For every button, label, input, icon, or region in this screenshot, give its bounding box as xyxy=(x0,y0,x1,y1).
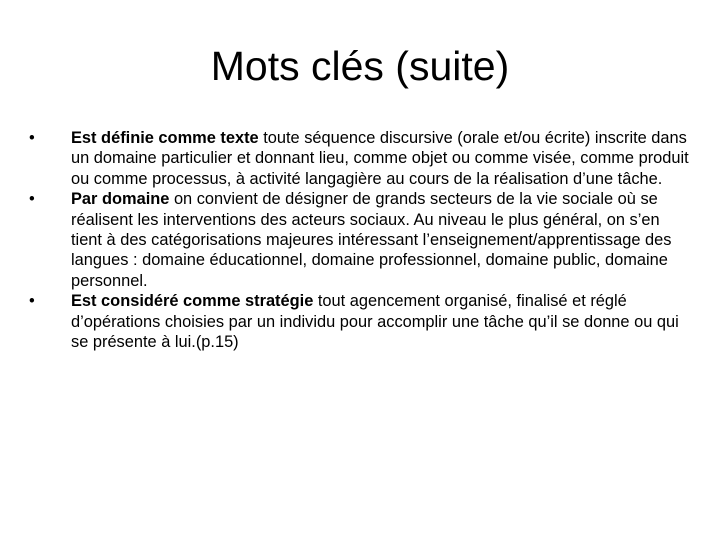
bullet-icon: • xyxy=(29,292,35,311)
bullet-item-texte xyxy=(29,128,689,189)
bullet-text: toute séquence discursive (orale et/ou écrite) inscrite dans un domaine particulier et donnant lieu, comme objet ou comme visée, comme produit ou comme processus, à activité langagière au cours de la réalisation d’une tâche. xyxy=(71,129,689,188)
bullet-item-strategie xyxy=(29,291,689,352)
bullet-list xyxy=(29,128,689,352)
bullet-text: on convient de désigner de grands secteurs de la vie sociale où se réalisent les interventions des acteurs sociaux. Au niveau le plus général, on s’en tient à des catégorisations majeures intéressant l’enseignement/apprentissage des langues : domaine éducationnel, domaine professionnel, domaine public, domaine personnel. xyxy=(71,190,672,290)
bullet-icon: • xyxy=(29,129,35,147)
slide-title: Mots clés (suite) xyxy=(210,43,510,89)
bullet-text: tout agencement organisé, finalisé et réglé d’opérations choisies par un individu pour accomplir une tâche qu’il se donne ou qui se présente à lui.(p.15) xyxy=(71,292,679,352)
bullet-icon: • xyxy=(29,190,35,209)
bullet-item-domaine xyxy=(29,189,689,291)
bullet-term: Est définie comme texte xyxy=(71,129,259,147)
bullet-term: Est considéré comme stratégie xyxy=(71,292,314,311)
bullet-term: Par domaine xyxy=(71,190,170,209)
